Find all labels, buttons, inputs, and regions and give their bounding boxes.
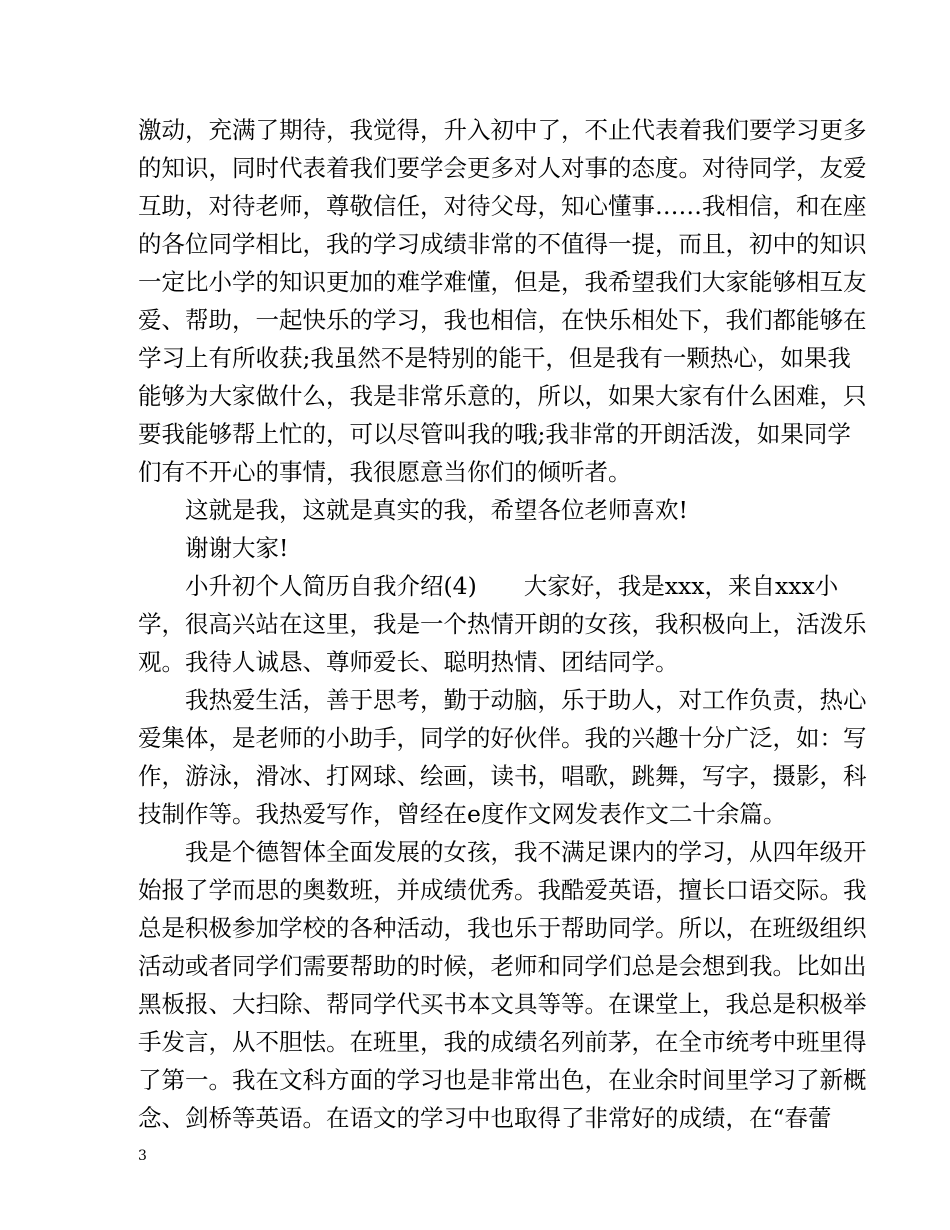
text-line: 互助，对待老师，尊敬信任，对待父母，知心懂事……我相信，和在座 — [138, 192, 867, 220]
text-line: 学习上有所收获;我虽然不是特别的能干，但是我有一颗热心，如果我 — [138, 344, 851, 372]
text-line: 我热爱生活，善于思考，勤于动脑，乐于助人，对工作负责，热心 — [185, 686, 867, 714]
section-heading-line: 小升初个人简历自我介绍(4) 大家好，我是xxx，来自xxx小 — [185, 572, 839, 600]
text-line: 的知识，同时代表着我们要学会更多对人对事的态度。对待同学，友爱 — [138, 154, 867, 182]
text-line: 了第一。我在文科方面的学习也是非常出色，在业余时间里学习了新概 — [138, 1066, 867, 1094]
text-line: 观。我待人诚恳、尊师爱长、聪明热情、团结同学。 — [138, 648, 679, 676]
text-line: 总是积极参加学校的各种活动，我也乐于帮助同学。所以，在班级组织 — [138, 914, 867, 942]
text-line: 始报了学而思的奥数班，并成绩优秀。我酷爱英语，擅长口语交际。我 — [138, 876, 867, 904]
text-line: 的各位同学相比，我的学习成绩非常的不值得一提，而且，初中的知识 — [138, 230, 867, 258]
text-line: 这就是我，这就是真实的我，希望各位老师喜欢! — [185, 496, 688, 524]
text-line: 学，很高兴站在这里，我是一个热情开朗的女孩，我积极向上，活泼乐 — [138, 610, 867, 638]
text-line: 一定比小学的知识更加的难学难懂，但是，我希望我们大家能够相互友 — [138, 268, 867, 296]
text-line: 激动，充满了期待，我觉得，升入初中了，不止代表着我们要学习更多 — [138, 116, 867, 144]
text-line: 念、剑桥等英语。在语文的学习中也取得了非常好的成绩，在“春蕾 — [138, 1104, 832, 1132]
text-line: 我是个德智体全面发展的女孩，我不满足课内的学习，从四年级开 — [185, 838, 867, 866]
text-line: 爱集体，是老师的小助手，同学的好伙伴。我的兴趣十分广泛，如：写 — [138, 724, 867, 752]
page-number: 3 — [138, 1148, 147, 1164]
text-line: 黑板报、大扫除、帮同学代买书本文具等等。在课堂上，我总是积极举 — [138, 990, 867, 1018]
text-line: 要我能够帮上忙的，可以尽管叫我的哦;我非常的开朗活泼，如果同学 — [138, 420, 851, 448]
text-line: 爱、帮助，一起快乐的学习，我也相信，在快乐相处下，我们都能够在 — [138, 306, 867, 334]
text-line: 们有不开心的事情，我很愿意当你们的倾听者。 — [138, 458, 632, 486]
text-line: 能够为大家做什么，我是非常乐意的，所以，如果大家有什么困难，只 — [138, 382, 867, 410]
text-line: 手发言，从不胆怯。在班里，我的成绩名列前茅，在全市统考中班里得 — [138, 1028, 867, 1056]
text-line: 谢谢大家! — [185, 534, 289, 562]
text-line: 活动或者同学们需要帮助的时候，老师和同学们总是会想到我。比如出 — [138, 952, 867, 980]
text-line: 技制作等。我热爱写作，曾经在e度作文网发表作文二十余篇。 — [138, 800, 787, 828]
text-line: 作，游泳，滑冰、打网球、绘画，读书，唱歌，跳舞，写字，摄影，科 — [138, 762, 867, 790]
